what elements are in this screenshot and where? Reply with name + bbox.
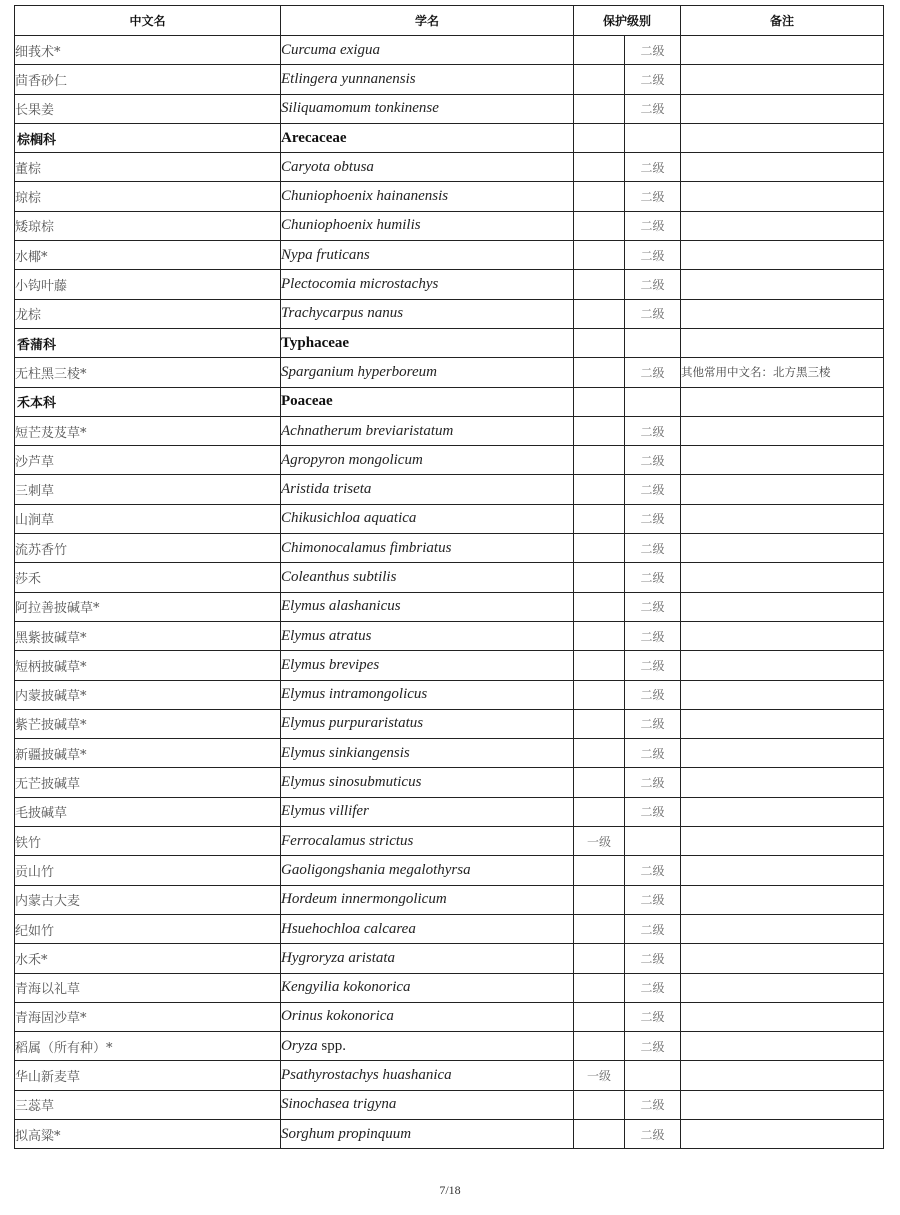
- remarks-cell: [681, 651, 884, 680]
- remarks-cell: [681, 1090, 884, 1119]
- family-scientific-name: [281, 387, 574, 416]
- level-second-class-cell: 二级: [625, 211, 681, 240]
- level-second-class-cell: 二级: [625, 885, 681, 914]
- remarks-cell: [681, 65, 884, 94]
- scientific-name-text: Elymus sinosubmuticus: [281, 774, 422, 791]
- scientific-name-cell: [281, 739, 574, 768]
- level-first-class-cell: [574, 241, 625, 270]
- scientific-name-text: Oryza: [281, 1037, 318, 1054]
- species-row: [15, 241, 884, 270]
- family-chinese-name: 禾本科: [15, 387, 281, 416]
- chinese-name-cell: 小钩叶藤: [15, 270, 281, 299]
- level-second-class-cell: 二级: [625, 241, 681, 270]
- scientific-name-text: Agropyron mongolicum: [281, 451, 423, 468]
- scientific-name-cell: [281, 651, 574, 680]
- species-row: [15, 416, 884, 445]
- species-row: [15, 358, 884, 387]
- level-second-class-cell: 二级: [625, 563, 681, 592]
- family-chinese-name: 香蒲科: [15, 328, 281, 357]
- scientific-name-text: Gaoligongshania megalothyrsa: [281, 861, 471, 878]
- species-row: [15, 94, 884, 123]
- remarks-cell: [681, 182, 884, 211]
- level-second-class-cell: 二级: [625, 1032, 681, 1061]
- level-first-class-cell: [574, 1032, 625, 1061]
- chinese-name-cell: 流苏香竹: [15, 534, 281, 563]
- chinese-name-cell: 贡山竹: [15, 856, 281, 885]
- level-second-class-cell: 二级: [625, 475, 681, 504]
- remarks-cell: [681, 241, 884, 270]
- scientific-name-text: Siliquamomum tonkinense: [281, 100, 439, 117]
- scientific-name-cell: [281, 621, 574, 650]
- remarks-cell: [681, 211, 884, 240]
- chinese-name-cell: 无柱黑三棱*: [15, 358, 281, 387]
- level-first-class-cell: 一级: [574, 1061, 625, 1090]
- header-protection-level: 保护级别: [574, 6, 681, 36]
- scientific-name-cell: [281, 768, 574, 797]
- level-first-class-cell: [574, 709, 625, 738]
- chinese-name-cell: 细莪术*: [15, 36, 281, 65]
- level-second-class-cell: 二级: [625, 709, 681, 738]
- family-row: [15, 387, 884, 416]
- header-scientific-name: 学名: [281, 6, 574, 36]
- chinese-name-cell: 三刺草: [15, 475, 281, 504]
- remarks-cell: [681, 1061, 884, 1090]
- level-second-class-cell: [625, 1061, 681, 1090]
- chinese-name-cell: 龙棕: [15, 299, 281, 328]
- scientific-name-text: Hygroryza aristata: [281, 949, 396, 966]
- remarks-cell: [681, 914, 884, 943]
- remarks-cell: [681, 534, 884, 563]
- level-first-class-cell: [574, 270, 625, 299]
- protected-species-table: [14, 5, 884, 1149]
- header-remarks: 备注: [681, 6, 884, 36]
- chinese-name-cell: 黑紫披碱草*: [15, 621, 281, 650]
- scientific-name-text: Elymus sinkiangensis: [281, 744, 410, 761]
- level-second-class-cell: 二级: [625, 65, 681, 94]
- remarks-cell: [681, 973, 884, 1002]
- level-first-class-cell: [574, 182, 625, 211]
- chinese-name-cell: 水椰*: [15, 241, 281, 270]
- level-second-class-cell: 二级: [625, 416, 681, 445]
- scientific-name-text: Psathyrostachys huashanica: [281, 1067, 452, 1084]
- scientific-name-cell: [281, 36, 574, 65]
- remarks-cell: [681, 475, 884, 504]
- species-row: [15, 1002, 884, 1031]
- chinese-name-cell: 董棕: [15, 153, 281, 182]
- scientific-name-text: Nypa fruticans: [281, 246, 370, 263]
- scientific-name-cell: [281, 797, 574, 826]
- page-number: 7/18: [439, 1183, 461, 1197]
- level-second-class-cell: 二级: [625, 680, 681, 709]
- scientific-name-cell: [281, 416, 574, 445]
- species-row: [15, 534, 884, 563]
- chinese-name-cell: 水禾*: [15, 944, 281, 973]
- level-second-class-cell: 二级: [625, 358, 681, 387]
- level-second-class-cell: 二级: [625, 94, 681, 123]
- level-second-class-cell: 二级: [625, 1119, 681, 1148]
- scientific-name-text: Curcuma exigua: [281, 41, 381, 58]
- remarks-cell: [681, 827, 884, 856]
- level-second-class-cell: 二级: [625, 651, 681, 680]
- scientific-name-text: Ferrocalamus strictus: [281, 832, 414, 849]
- remarks-cell: [681, 36, 884, 65]
- chinese-name-cell: 新疆披碱草*: [15, 739, 281, 768]
- chinese-name-cell: 稻属（所有种）*: [15, 1032, 281, 1061]
- scientific-name-cell: [281, 1119, 574, 1148]
- remarks-cell: [681, 1032, 884, 1061]
- species-row: [15, 475, 884, 504]
- level-first-class-cell: [574, 739, 625, 768]
- scientific-name-text: Sparganium hyperboreum: [281, 363, 437, 380]
- remarks-cell: [681, 856, 884, 885]
- level-first-class-cell: [574, 475, 625, 504]
- level-first-class-cell: [574, 856, 625, 885]
- level-second-class-cell: 二级: [625, 914, 681, 943]
- chinese-name-cell: 莎禾: [15, 563, 281, 592]
- species-row: [15, 739, 884, 768]
- scientific-name-cell: [281, 65, 574, 94]
- chinese-name-cell: 内蒙古大麦: [15, 885, 281, 914]
- level-first-class-cell: [574, 592, 625, 621]
- species-row: [15, 446, 884, 475]
- scientific-name-text: Chikusichloa aquatica: [281, 510, 417, 527]
- scientific-name-cell: [281, 358, 574, 387]
- level-second-class-cell: 二级: [625, 944, 681, 973]
- level-second-class-cell: 二级: [625, 504, 681, 533]
- level-second-class-cell: 二级: [625, 36, 681, 65]
- scientific-name-text: Hsuehochloa calcarea: [281, 920, 416, 937]
- scientific-name-text: Elymus intramongolicus: [281, 686, 428, 703]
- scientific-name-cell: [281, 914, 574, 943]
- scientific-name-text: Caryota obtusa: [281, 158, 374, 175]
- chinese-name-cell: 短柄披碱草*: [15, 651, 281, 680]
- scientific-name-cell: [281, 504, 574, 533]
- family-row: [15, 328, 884, 357]
- remarks-cell: [681, 387, 884, 416]
- chinese-name-cell: 短芒芨芨草*: [15, 416, 281, 445]
- scientific-name-text: Elymus alashanicus: [281, 598, 401, 615]
- species-row: [15, 856, 884, 885]
- remarks-cell: [681, 270, 884, 299]
- scientific-name-cell: [281, 270, 574, 299]
- scientific-name-cell: [281, 885, 574, 914]
- remarks-cell: [681, 797, 884, 826]
- species-row: [15, 1061, 884, 1090]
- level-second-class-cell: 二级: [625, 592, 681, 621]
- species-row: [15, 36, 884, 65]
- scientific-name-text: Plectocomia microstachys: [281, 276, 439, 293]
- level-second-class-cell: [625, 123, 681, 152]
- level-first-class-cell: [574, 153, 625, 182]
- header-chinese-name: 中文名: [15, 6, 281, 36]
- species-row: [15, 504, 884, 533]
- level-second-class-cell: 二级: [625, 1002, 681, 1031]
- species-row: [15, 680, 884, 709]
- chinese-name-cell: 长果姜: [15, 94, 281, 123]
- level-first-class-cell: [574, 1119, 625, 1148]
- species-row: [15, 270, 884, 299]
- species-row: [15, 65, 884, 94]
- level-first-class-cell: [574, 504, 625, 533]
- remarks-cell: [681, 944, 884, 973]
- species-row: [15, 621, 884, 650]
- level-second-class-cell: 二级: [625, 768, 681, 797]
- level-first-class-cell: [574, 973, 625, 1002]
- level-first-class-cell: [574, 680, 625, 709]
- chinese-name-cell: 山涧草: [15, 504, 281, 533]
- chinese-name-cell: 内蒙披碱草*: [15, 680, 281, 709]
- species-row: [15, 211, 884, 240]
- species-row: [15, 1032, 884, 1061]
- level-second-class-cell: 二级: [625, 299, 681, 328]
- scientific-name-cell: [281, 827, 574, 856]
- remarks-cell: [681, 153, 884, 182]
- scientific-name-text: Chuniophoenix humilis: [281, 217, 421, 234]
- level-first-class-cell: [574, 358, 625, 387]
- species-row: [15, 182, 884, 211]
- species-row: [15, 709, 884, 738]
- level-second-class-cell: 二级: [625, 797, 681, 826]
- chinese-name-cell: 琼棕: [15, 182, 281, 211]
- level-second-class-cell: 二级: [625, 739, 681, 768]
- level-second-class-cell: 二级: [625, 182, 681, 211]
- species-row: [15, 592, 884, 621]
- level-second-class-cell: 二级: [625, 446, 681, 475]
- scientific-name-text: Chimonocalamus fimbriatus: [281, 539, 452, 556]
- level-first-class-cell: [574, 1002, 625, 1031]
- level-first-class-cell: [574, 944, 625, 973]
- level-first-class-cell: [574, 211, 625, 240]
- remarks-cell: [681, 621, 884, 650]
- level-second-class-cell: 二级: [625, 153, 681, 182]
- species-row: [15, 973, 884, 1002]
- scientific-name-cell: [281, 211, 574, 240]
- level-first-class-cell: [574, 65, 625, 94]
- remarks-cell: [681, 299, 884, 328]
- chinese-name-cell: 矮琼棕: [15, 211, 281, 240]
- chinese-name-cell: 拟高粱*: [15, 1119, 281, 1148]
- species-row: [15, 651, 884, 680]
- family-row: [15, 123, 884, 152]
- level-first-class-cell: [574, 534, 625, 563]
- remarks-cell: [681, 680, 884, 709]
- remarks-cell: [681, 328, 884, 357]
- scientific-name-text: Elymus atratus: [281, 627, 372, 644]
- family-chinese-name: 棕榈科: [15, 123, 281, 152]
- remarks-cell: [681, 563, 884, 592]
- species-row: [15, 153, 884, 182]
- remarks-cell: [681, 592, 884, 621]
- remarks-cell: [681, 768, 884, 797]
- scientific-name-cell: [281, 563, 574, 592]
- chinese-name-cell: 青海固沙草*: [15, 1002, 281, 1031]
- remarks-cell: [681, 1119, 884, 1148]
- chinese-name-cell: 紫芒披碱草*: [15, 709, 281, 738]
- scientific-name-cell: [281, 592, 574, 621]
- scientific-name-cell: [281, 1032, 574, 1061]
- level-first-class-cell: [574, 768, 625, 797]
- level-first-class-cell: [574, 885, 625, 914]
- scientific-name-cell: [281, 1061, 574, 1090]
- species-row: [15, 1090, 884, 1119]
- scientific-name-cell: [281, 680, 574, 709]
- table-body: [15, 36, 884, 1149]
- level-first-class-cell: [574, 621, 625, 650]
- level-first-class-cell: [574, 328, 625, 357]
- scientific-name-text: Trachycarpus nanus: [281, 305, 404, 322]
- level-second-class-cell: 二级: [625, 534, 681, 563]
- chinese-name-cell: 三蕊草: [15, 1090, 281, 1119]
- species-row: [15, 797, 884, 826]
- scientific-name-text: Arecaceae: [281, 129, 347, 146]
- chinese-name-cell: 青海以礼草: [15, 973, 281, 1002]
- chinese-name-cell: 华山新麦草: [15, 1061, 281, 1090]
- level-first-class-cell: [574, 299, 625, 328]
- scientific-name-suffix: spp.: [317, 1037, 347, 1054]
- level-first-class-cell: [574, 914, 625, 943]
- scientific-name-cell: [281, 1090, 574, 1119]
- scientific-name-text: Etlingera yunnanensis: [281, 70, 416, 87]
- remarks-cell: [681, 446, 884, 475]
- level-first-class-cell: [574, 94, 625, 123]
- scientific-name-cell: [281, 856, 574, 885]
- remarks-cell: [681, 504, 884, 533]
- remarks-cell: [681, 709, 884, 738]
- species-row: [15, 827, 884, 856]
- species-row: [15, 1119, 884, 1148]
- scientific-name-text: Chuniophoenix hainanensis: [281, 188, 449, 205]
- level-first-class-cell: [574, 123, 625, 152]
- level-first-class-cell: [574, 446, 625, 475]
- chinese-name-cell: 铁竹: [15, 827, 281, 856]
- scientific-name-text: Hordeum innermongolicum: [281, 891, 447, 908]
- remarks-cell: [681, 1002, 884, 1031]
- species-row: [15, 299, 884, 328]
- remarks-cell: [681, 123, 884, 152]
- scientific-name-text: Elymus brevipes: [281, 656, 380, 673]
- level-first-class-cell: [574, 563, 625, 592]
- level-first-class-cell: [574, 797, 625, 826]
- level-first-class-cell: 一级: [574, 827, 625, 856]
- scientific-name-text: Sinochasea trigyna: [281, 1096, 397, 1113]
- chinese-name-cell: 沙芦草: [15, 446, 281, 475]
- scientific-name-text: Sorghum propinquum: [281, 1125, 412, 1142]
- level-first-class-cell: [574, 36, 625, 65]
- level-first-class-cell: [574, 651, 625, 680]
- remarks-cell: [681, 94, 884, 123]
- level-second-class-cell: 二级: [625, 270, 681, 299]
- level-second-class-cell: [625, 827, 681, 856]
- chinese-name-cell: 茴香砂仁: [15, 65, 281, 94]
- species-row: [15, 885, 884, 914]
- scientific-name-text: Achnatherum breviaristatum: [281, 422, 454, 439]
- scientific-name-text: Poaceae: [281, 393, 333, 410]
- level-second-class-cell: 二级: [625, 1090, 681, 1119]
- family-scientific-name: [281, 123, 574, 152]
- scientific-name-text: Kengyilia kokonorica: [281, 979, 411, 996]
- scientific-name-text: Elymus villifer: [281, 803, 369, 820]
- table-header-row: [15, 6, 884, 36]
- scientific-name-cell: [281, 182, 574, 211]
- scientific-name-cell: [281, 299, 574, 328]
- species-row: [15, 768, 884, 797]
- level-second-class-cell: 二级: [625, 973, 681, 1002]
- level-second-class-cell: [625, 328, 681, 357]
- scientific-name-text: Typhaceae: [281, 334, 350, 351]
- scientific-name-cell: [281, 973, 574, 1002]
- chinese-name-cell: 纪如竹: [15, 914, 281, 943]
- remarks-cell: 其他常用中文名：北方黑三棱: [681, 358, 884, 387]
- level-second-class-cell: 二级: [625, 856, 681, 885]
- remarks-cell: [681, 739, 884, 768]
- chinese-name-cell: 毛披碱草: [15, 797, 281, 826]
- species-row: [15, 914, 884, 943]
- scientific-name-cell: [281, 534, 574, 563]
- scientific-name-cell: [281, 709, 574, 738]
- scientific-name-cell: [281, 153, 574, 182]
- level-first-class-cell: [574, 1090, 625, 1119]
- level-second-class-cell: [625, 387, 681, 416]
- scientific-name-text: Orinus kokonorica: [281, 1008, 394, 1025]
- scientific-name-cell: [281, 475, 574, 504]
- remarks-cell: [681, 416, 884, 445]
- scientific-name-cell: [281, 1002, 574, 1031]
- chinese-name-cell: 无芒披碱草: [15, 768, 281, 797]
- level-second-class-cell: 二级: [625, 621, 681, 650]
- scientific-name-text: Elymus purpuraristatus: [281, 715, 424, 732]
- scientific-name-cell: [281, 241, 574, 270]
- scientific-name-text: Aristida triseta: [281, 481, 372, 498]
- scientific-name-cell: [281, 944, 574, 973]
- scientific-name-cell: [281, 446, 574, 475]
- level-first-class-cell: [574, 387, 625, 416]
- chinese-name-cell: 阿拉善披碱草*: [15, 592, 281, 621]
- species-row: [15, 563, 884, 592]
- scientific-name-cell: [281, 94, 574, 123]
- remarks-cell: [681, 885, 884, 914]
- family-scientific-name: [281, 328, 574, 357]
- level-first-class-cell: [574, 416, 625, 445]
- species-row: [15, 944, 884, 973]
- scientific-name-text: Coleanthus subtilis: [281, 568, 397, 585]
